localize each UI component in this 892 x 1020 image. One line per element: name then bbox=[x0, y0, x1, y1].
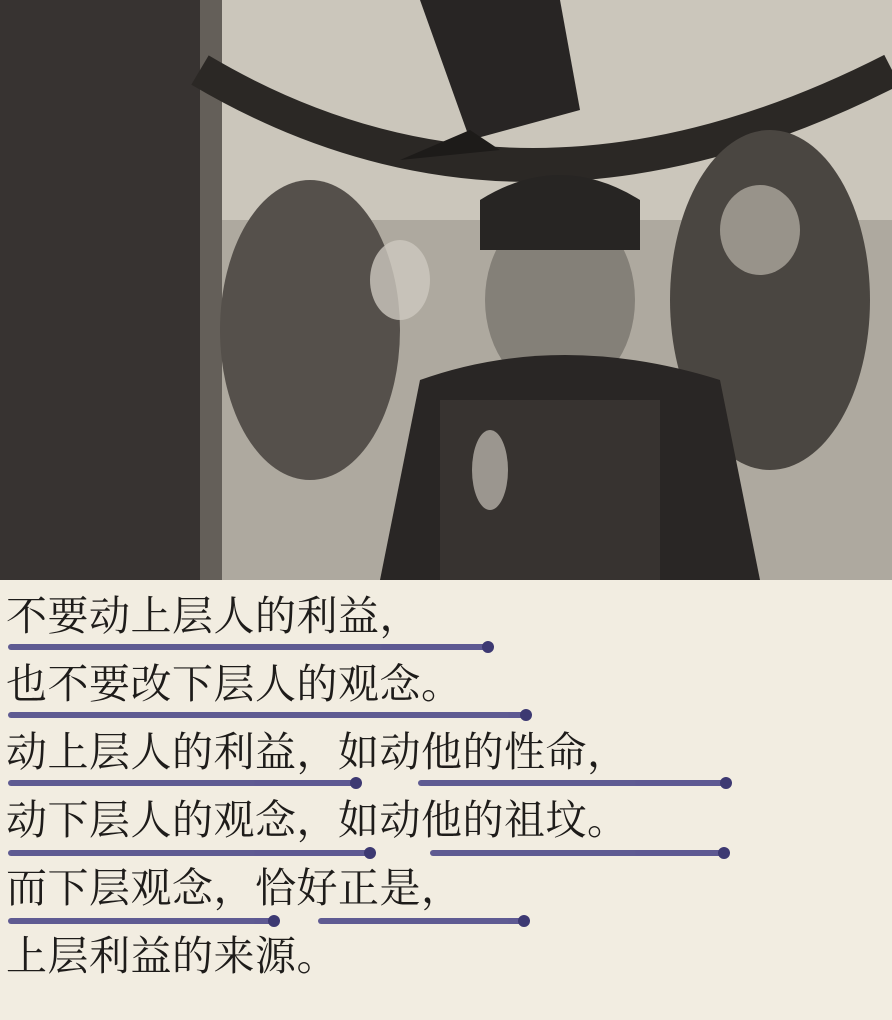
underline-3a bbox=[8, 780, 358, 786]
caption-line-1: 不要动上层人的利益， bbox=[6, 592, 421, 640]
underline-2 bbox=[8, 712, 528, 718]
caption-line-6: 上层利益的来源。 bbox=[6, 932, 338, 980]
underline-4a bbox=[8, 850, 372, 856]
caption-line-5: 而下层观念，恰好正是， bbox=[6, 864, 463, 912]
underline-1 bbox=[8, 644, 490, 650]
underline-3b bbox=[418, 780, 728, 786]
underline-5a bbox=[8, 918, 276, 924]
underline-5b bbox=[318, 918, 526, 924]
caption-line-3: 动上层人的利益，如动他的性命， bbox=[6, 728, 629, 776]
caption-line-2: 也不要改下层人的观念。 bbox=[6, 660, 463, 708]
underline-4b bbox=[430, 850, 726, 856]
caption-text bbox=[0, 588, 892, 1020]
caption-line-4: 动下层人的观念，如动他的祖坟。 bbox=[6, 796, 629, 844]
